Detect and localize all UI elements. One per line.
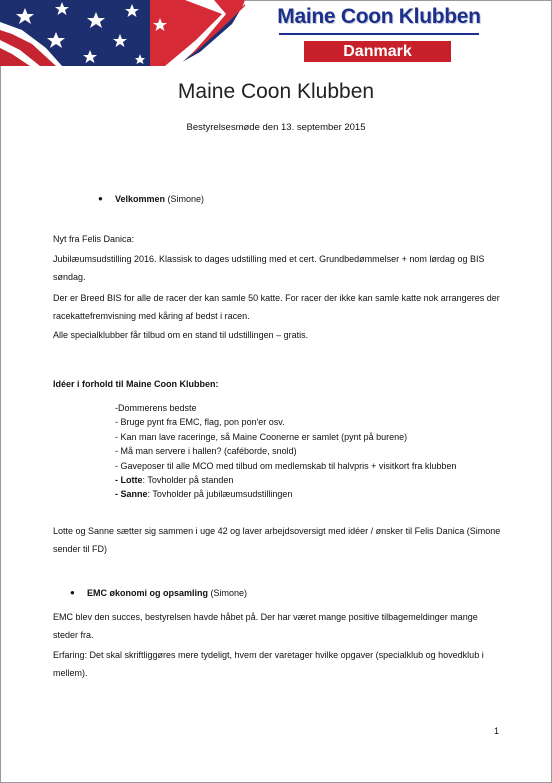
idea-item: - Gaveposer til alle MCO med tilbud om medlemskab til halvpris + visitkort fra klubben [115, 461, 457, 471]
idea-item: - Sanne: Tovholder på jubilæumsudstillingen [115, 489, 293, 499]
club-logo-title: Maine Coon Klubben [277, 5, 481, 28]
paragraph-jubilaeum: Jubilæumsudstilling 2016. Klassisk to dages udstilling med et cert. Grundbedømmelser + nom lørdag og BIS søndag. [53, 254, 485, 282]
idea-item: -Dommerens bedste [115, 403, 197, 413]
section-person: (Simone) [165, 194, 205, 204]
idea-item: - Lotte: Tovholder på standen [115, 475, 234, 485]
ideas-heading: Idéer i forhold til Maine Coon Klubben: [53, 379, 219, 389]
page-number: 1 [494, 726, 500, 736]
bullet-icon: ● [98, 194, 103, 203]
logo-underline [279, 33, 479, 35]
felis-heading: Nyt fra Felis Danica: [53, 234, 135, 244]
paragraph-lotte-sanne: Lotte og Sanne sætter sig sammen i uge 42 og laver arbejdsoversigt med idéer / ønsker til Felis Danica (Simone sender til FD) [53, 526, 501, 554]
paragraph-emc-success: EMC blev den succes, bestyrelsen havde håbet på. Der har været mange positive tilbagemeldinger mange steder fra. [53, 612, 478, 640]
document-title: Maine Coon Klubben [177, 80, 375, 103]
section-velkommen [115, 193, 204, 205]
document-header [0, 0, 552, 66]
section-label: Velkommen [115, 194, 166, 204]
section-person: (Simone) [208, 588, 248, 598]
club-logo-country-badge: Danmark [304, 41, 451, 62]
section-emc [87, 587, 247, 599]
paragraph-breed-bis: Der er Breed BIS for alle de racer der kan samle 50 katte. For racer der ikke kan samle katte nok arrangeres der racekattefremvisning med kåring af bedst i racen. [53, 293, 500, 321]
flag-graphic [0, 0, 245, 66]
paragraph-emc-erfaring: Erfaring: Det skal skriftliggøres mere tydeligt, hvem der varetager hvilke opgaver (specialklub og hovedklub i mellem). [53, 650, 484, 678]
idea-item: - Kan man lave raceringe, så Maine Coonerne er samlet (pynt på burene) [115, 432, 408, 442]
paragraph-specialklubber: Alle specialklubber får tilbud om en stand til udstillingen – gratis. [53, 330, 309, 340]
section-label: EMC økonomi og opsamling [87, 588, 208, 598]
flag-banner-image [0, 0, 245, 66]
meeting-date: Bestyrelsesmøde den 13. september 2015 [186, 122, 366, 133]
idea-item: - Må man servere i hallen? (caféborde, snold) [115, 446, 297, 456]
idea-item: - Bruge pynt fra EMC, flag, pon pon'er osv. [115, 417, 285, 427]
bullet-icon: ● [70, 588, 75, 597]
